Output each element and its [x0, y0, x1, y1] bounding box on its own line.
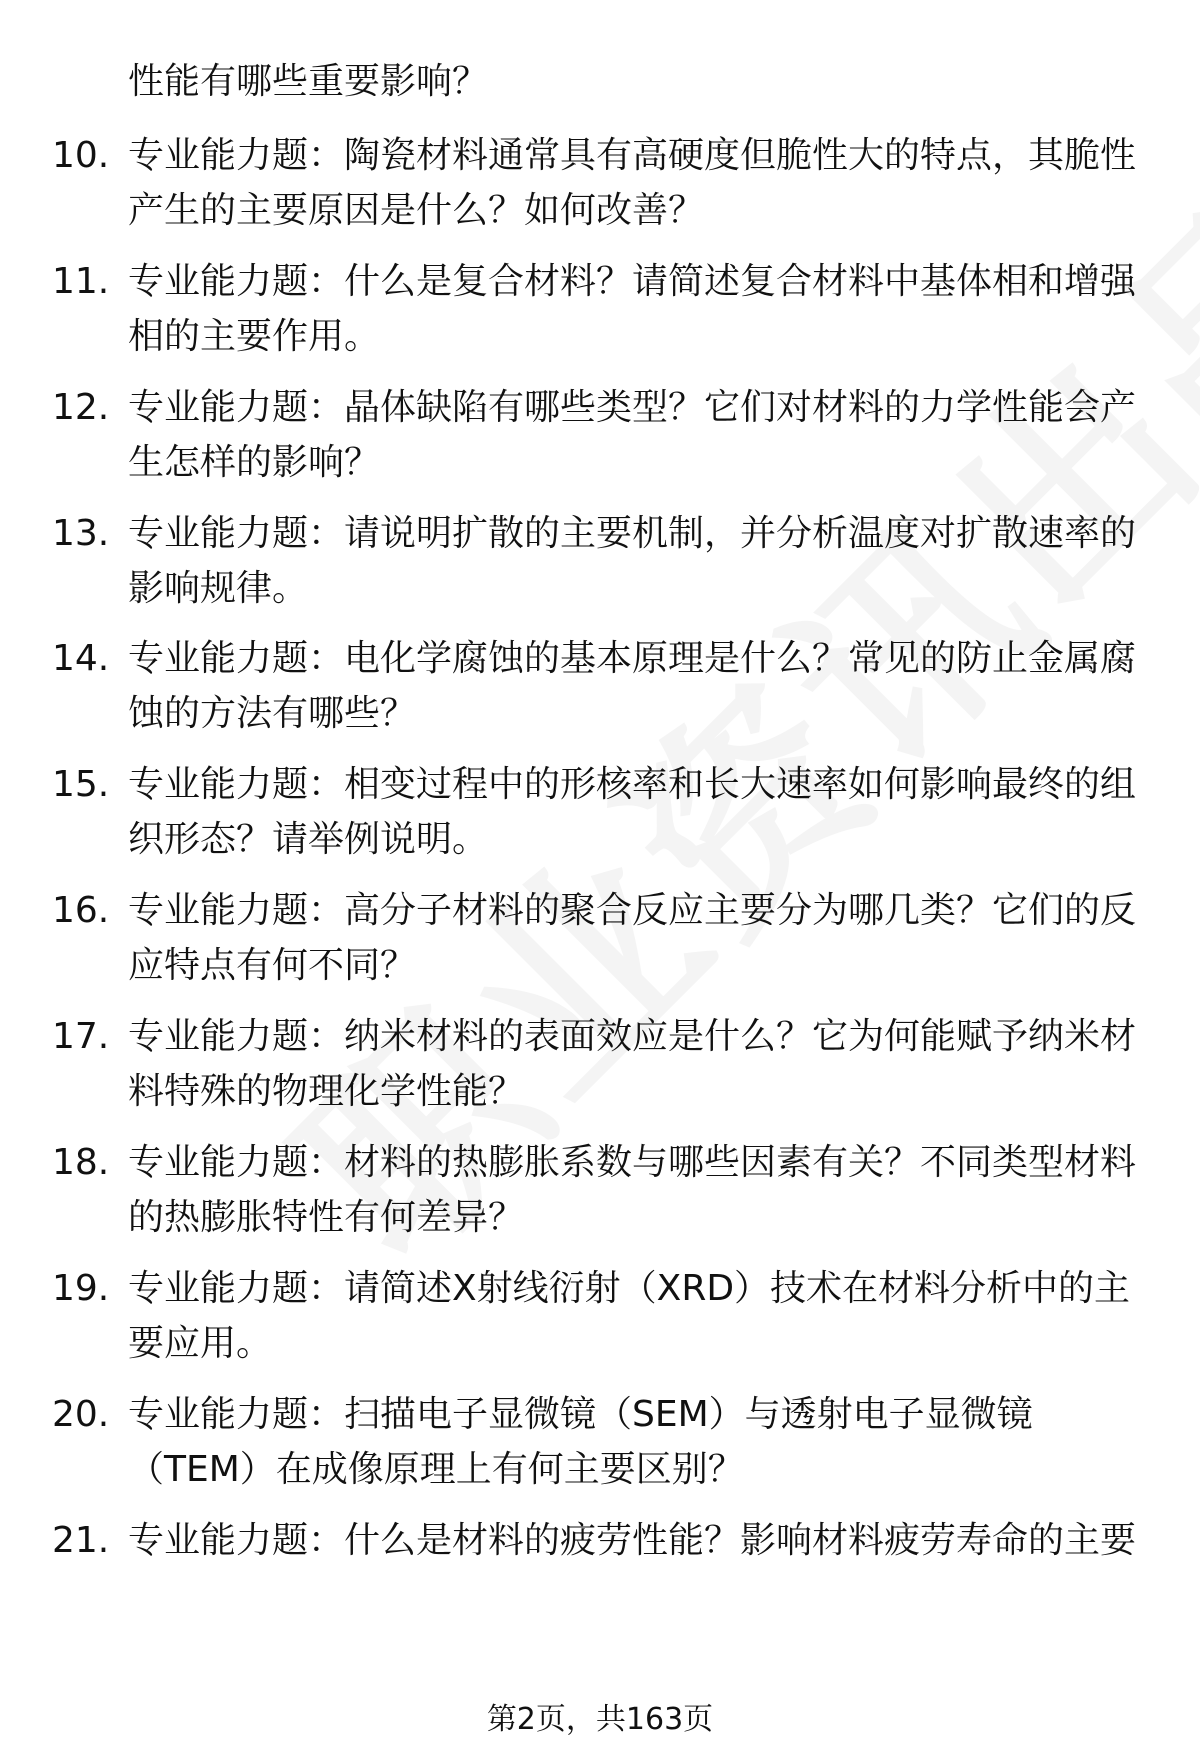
- question-text: 专业能力题：纳米材料的表面效应是什么？它为何能赋予纳米材料特殊的物理化学性能？: [128, 1016, 1137, 1112]
- question-number: 17.: [52, 1016, 110, 1057]
- question-number: 13.: [52, 513, 110, 554]
- question-number: 18.: [52, 1142, 110, 1183]
- question-number: 14.: [52, 638, 110, 679]
- question-number: 11.: [52, 261, 110, 302]
- question-text: 专业能力题：什么是材料的疲劳性能？影响材料疲劳寿命的主要: [128, 1520, 1137, 1561]
- question-number: 10.: [52, 135, 110, 176]
- question-text: 专业能力题：请说明扩散的主要机制，并分析温度对扩散速率的影响规律。: [128, 513, 1137, 609]
- question-text: 专业能力题：材料的热膨胀系数与哪些因素有关？不同类型材料的热膨胀特性有何差异？: [128, 1142, 1137, 1238]
- question-number: 21.: [52, 1520, 110, 1561]
- question-text: 专业能力题：电化学腐蚀的基本原理是什么？常见的防止金属腐蚀的方法有哪些？: [128, 638, 1137, 734]
- question-number: 15.: [52, 764, 110, 805]
- continuation-text: 性能有哪些重要影响？: [128, 61, 489, 102]
- page-number-footer: 第2页，共163页: [486, 1702, 714, 1737]
- question-text: 专业能力题：请简述X射线衍射（XRD）技术在材料分析中的主要应用。: [128, 1268, 1131, 1364]
- question-text: 专业能力题：高分子材料的聚合反应主要分为哪几类？它们的反应特点有何不同？: [128, 890, 1137, 986]
- question-number: 12.: [52, 387, 110, 428]
- question-text: 专业能力题：什么是复合材料？请简述复合材料中基体相和增强相的主要作用。: [128, 261, 1137, 357]
- question-number: 20.: [52, 1394, 110, 1435]
- question-number: 19.: [52, 1268, 110, 1309]
- question-number: 16.: [52, 890, 110, 931]
- question-text: 专业能力题：晶体缺陷有哪些类型？它们对材料的力学性能会产生怎样的影响？: [128, 387, 1137, 483]
- question-text: 专业能力题：扫描电子显微镜（SEM）与透射电子显微镜（TEM）在成像原理上有何主要区别？: [128, 1394, 1033, 1490]
- question-text: 专业能力题：陶瓷材料通常具有高硬度但脆性大的特点，其脆性产生的主要原因是什么？如何改善？: [128, 135, 1137, 231]
- question-text: 专业能力题：相变过程中的形核率和长大速率如何影响最终的组织形态？请举例说明。: [128, 764, 1137, 860]
